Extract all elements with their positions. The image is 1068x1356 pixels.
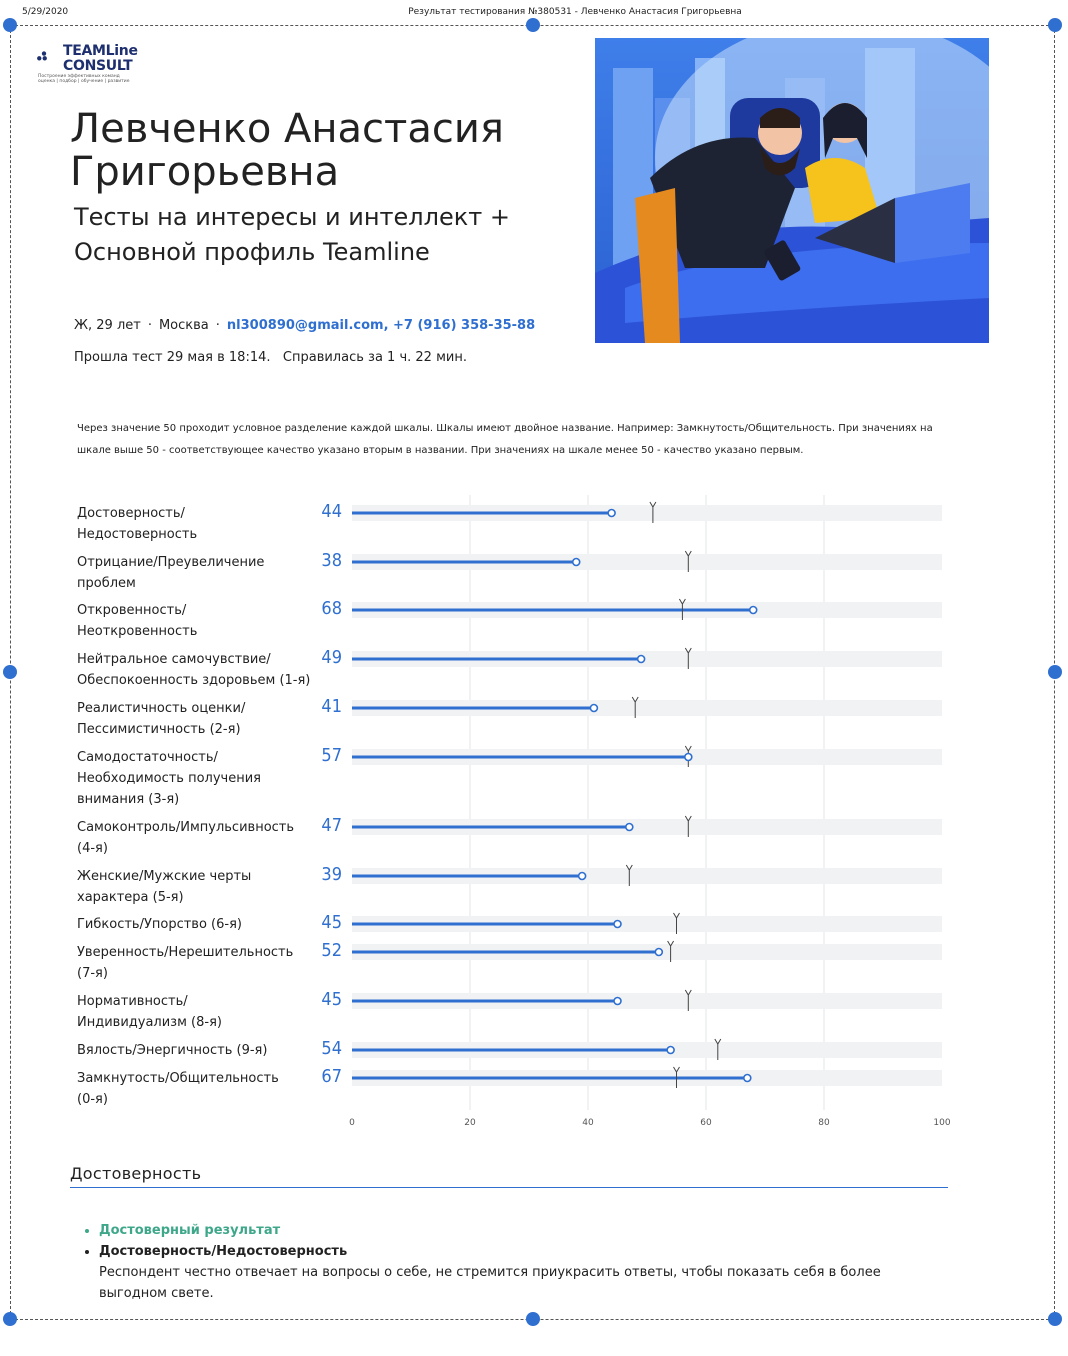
scale-value: 38 <box>321 550 342 571</box>
crop-handle-bottom-right[interactable] <box>1048 1312 1062 1326</box>
value-point <box>685 754 692 761</box>
scale-label-line: Отрицание/Преувеличение <box>77 555 265 570</box>
scale-label-line: Реалистичность оценки/ <box>77 701 246 716</box>
crop-handle-mid-left[interactable] <box>3 665 17 679</box>
value-point <box>614 998 621 1005</box>
bullet-reliable-result: • Достоверный результат <box>99 1220 902 1241</box>
scale-value: 45 <box>321 989 342 1010</box>
scale-label-line: Уверенность/Нерешительность <box>77 945 294 960</box>
crop-handle-bottom-center[interactable] <box>526 1312 540 1326</box>
test-duration: Справилась за 1 ч. 22 мин. <box>282 350 467 365</box>
x-tick-label: 100 <box>933 1118 951 1128</box>
test-info <box>74 350 467 365</box>
crop-handle-top-left[interactable] <box>3 18 17 32</box>
scale-label-line: Нормативность/ <box>77 994 188 1009</box>
logo-tagline <box>38 74 138 84</box>
scale-value: 41 <box>321 696 342 717</box>
value-point <box>608 510 615 517</box>
scale-label <box>77 914 312 935</box>
scale-label-line: Недостоверность <box>77 527 198 542</box>
crop-handle-mid-right[interactable] <box>1048 665 1062 679</box>
logo-tagline-1: Построение эффективных команд <box>38 74 120 79</box>
scale-label <box>77 991 312 1033</box>
scale-label-line: Обеспокоенность здоровьем (1-я) <box>77 673 311 688</box>
logo-tagline-2: оценка | подбор | обучение | развитие <box>38 79 130 84</box>
scale-label-line: Пессимистичность (2-я) <box>77 722 241 737</box>
value-point <box>614 921 621 928</box>
scale-label-line: Самодостаточность/ <box>77 750 218 765</box>
scale-label <box>77 698 312 740</box>
scale-value: 52 <box>321 940 342 961</box>
tests-subtitle: Тесты на интересы и интеллект + Основной профиль Teamline <box>74 203 510 266</box>
crop-handle-bottom-left[interactable] <box>3 1312 17 1326</box>
office-illustration <box>595 38 989 343</box>
x-tick-label: 20 <box>464 1118 476 1128</box>
scale-value: 57 <box>321 745 342 766</box>
scale-label-line: Нейтральное самочувствие/ <box>77 652 271 667</box>
value-point <box>573 559 580 566</box>
value-point <box>626 824 633 831</box>
scale-label-line: (7-я) <box>77 966 108 981</box>
scale-label-line: Женские/Мужские черты <box>77 869 252 884</box>
section-bullets <box>82 1220 902 1304</box>
scale-label-line: Неоткровенность <box>77 624 198 639</box>
section-divider <box>70 1187 948 1188</box>
x-tick-label: 0 <box>349 1118 355 1128</box>
candidate-name: Левченко Анастасия Григорьевна <box>70 106 504 195</box>
crop-handle-top-center[interactable] <box>526 18 540 32</box>
scale-value: 45 <box>321 912 342 933</box>
scales-bar-chart <box>340 490 960 1140</box>
candidate-meta: Ж, 29 лет · Москва · nl300890@gmail.com, +7 (916) 358-35-88 <box>74 318 536 333</box>
scale-value: 44 <box>321 501 342 522</box>
crop-handle-top-right[interactable] <box>1048 18 1062 32</box>
scale-label-line: (0-я) <box>77 1092 108 1107</box>
scale-label <box>77 747 312 810</box>
scale-label-line: (4-я) <box>77 841 108 856</box>
scale-label-line: Достоверность/ <box>77 506 185 521</box>
x-tick-label: 40 <box>582 1118 594 1128</box>
x-tick-label: 80 <box>818 1118 830 1128</box>
value-point <box>744 1075 751 1082</box>
scale-label <box>77 942 312 984</box>
value-point <box>590 705 597 712</box>
scale-label-line: внимания (3-я) <box>77 792 180 807</box>
value-point <box>655 949 662 956</box>
scale-value: 47 <box>321 815 342 836</box>
scale-value: 54 <box>321 1038 342 1059</box>
print-title: Результат тестирования №380531 - Левченко Анастасия Григорьевна <box>408 7 742 17</box>
candidate-contact-link[interactable]: nl300890@gmail.com, +7 (916) 358-35-88 <box>226 318 536 333</box>
section-paragraph: Респондент честно отвечает на вопросы о себе, не стремится приукрасить ответы, чтобы показать себя в более выгодном свете. <box>99 1265 881 1301</box>
scale-label <box>77 600 312 642</box>
scale-label <box>77 503 312 545</box>
value-point <box>750 607 757 614</box>
value-point <box>667 1047 674 1054</box>
logo-text-line1: TEAMLine <box>63 43 138 59</box>
value-point <box>579 873 586 880</box>
test-date: Прошла тест 29 мая в 18:14. <box>74 350 271 365</box>
scale-label-line: характера (5-я) <box>77 890 184 905</box>
bullet-scale-name: • Достоверность/Недостоверность <box>99 1241 902 1262</box>
section-title: Достоверность <box>70 1164 202 1183</box>
scale-label-line: Необходимость получения <box>77 771 262 786</box>
logo-text-line2: CONSULT <box>63 58 133 74</box>
candidate-city: Москва <box>158 318 209 333</box>
scale-label-line: проблем <box>77 576 136 591</box>
scale-label <box>77 552 312 594</box>
value-point <box>638 656 645 663</box>
scale-label-line: Гибкость/Упорство (6-я) <box>77 917 242 932</box>
scale-label <box>77 866 312 908</box>
scale-label-line: Откровенность/ <box>77 603 187 618</box>
scale-label <box>77 817 312 859</box>
scale-note: Через значение 50 проходит условное разделение каждой шкалы. Шкалы имеют двойное название. Например: Замкнутость/Общительность. При значениях на шкале выше 50 - соответствующее качество указано вторым в названии. При значениях на шкале менее 50 - качество указано первым. <box>77 423 933 456</box>
x-tick-label: 60 <box>700 1118 712 1128</box>
scale-label-line: Замкнутость/Общительность <box>77 1071 279 1086</box>
scale-label-line: Вялость/Энергичность (9-я) <box>77 1043 268 1058</box>
print-date: 5/29/2020 <box>22 7 69 17</box>
scale-label-line: Индивидуализм (8-я) <box>77 1015 222 1030</box>
scale-label <box>77 1040 312 1061</box>
scale-value: 39 <box>321 864 342 885</box>
scale-label-line: Самоконтроль/Импульсивность <box>77 820 295 835</box>
scale-value: 67 <box>321 1066 342 1087</box>
scale-label <box>77 649 312 691</box>
scale-value: 68 <box>321 598 342 619</box>
scale-value: 49 <box>321 647 342 668</box>
candidate-gender-age: Ж, 29 лет <box>74 318 141 333</box>
scale-label <box>77 1068 312 1110</box>
